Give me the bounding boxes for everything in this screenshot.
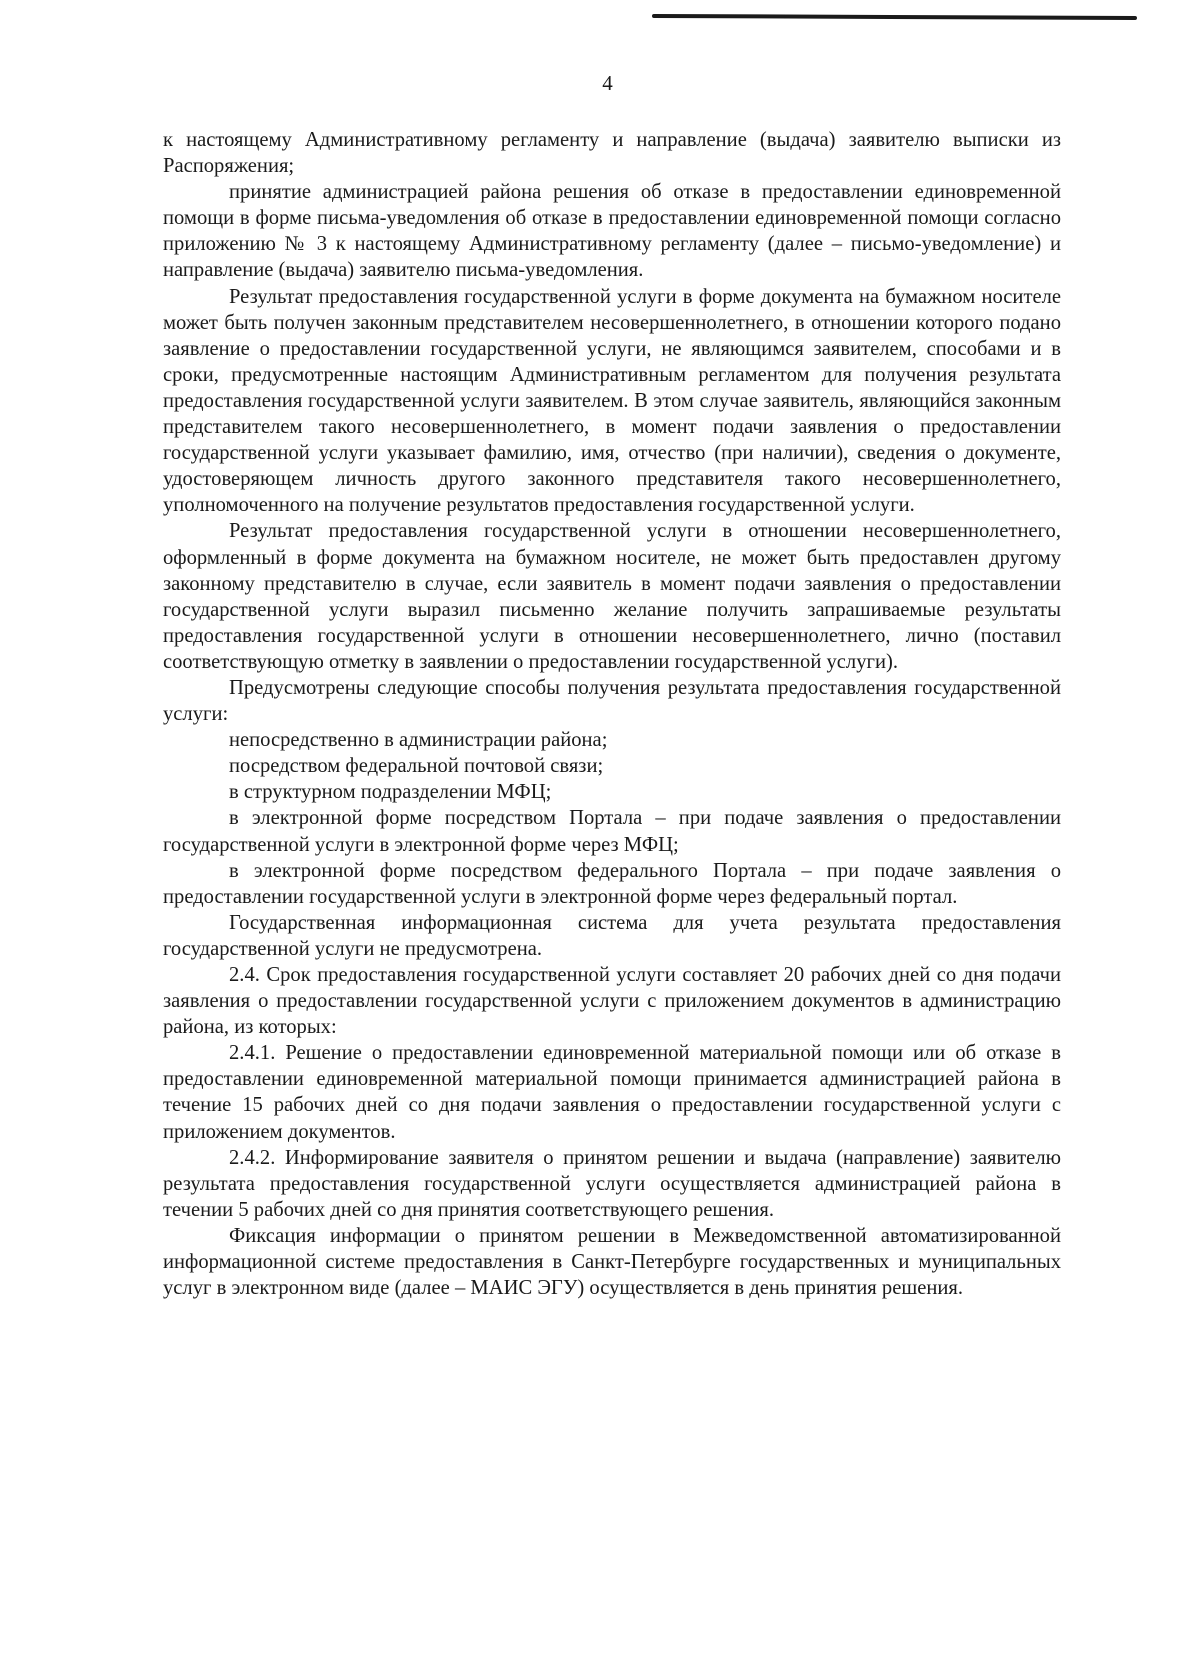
document-body — [163, 127, 1061, 1301]
scan-edge-line — [652, 14, 1137, 20]
section-2-4-1: 2.4.1. Решение о предоставлении единовременной материальной помощи или об отказе в предоставлении единовременной материальной помощи принимается администрацией района в течение 15 рабочих дней со дня подачи заявления о предоставлении государственной услуги с приложением документов. — [163, 1042, 1061, 1143]
list-item-portal: в электронной форме посредством Портала – при подаче заявления о предоставлении государственной услуги в электронной форме через МФЦ; — [163, 807, 1061, 856]
paragraph-methods-intro: Предусмотрены следующие способы получения результата предоставления государственной услуги: — [163, 676, 1061, 726]
paragraph-mais-egu: Фиксация информации о принятом решении в Межведомственной автоматизированной информационной системе предоставления в Санкт-Петербурге государственных и муниципальных услуг в электронном виде (далее – МАИС ЭГУ) осуществляется в день принятия решения. — [163, 1224, 1061, 1300]
list-item-mfc: в структурном подразделении МФЦ; — [229, 781, 552, 804]
list-item-federal-portal: в электронной форме посредством федерального Портала – при подаче заявления о предоставлении государственной услуги в электронной форме через федеральный портал. — [163, 859, 1061, 908]
paragraph-info-system: Государственная информационная система для учета результата предоставления государственной услуги не предусмотрена. — [163, 911, 1061, 960]
paragraph-legal-representative: Результат предоставления государственной услуги в форме документа на бумажном носителе может быть получен законным представителем несовершеннолетнего, в отношении которого подано заявление о предоставлении государственной услуги, не являющимся заявителем, способами и в сроки, предусмотренные настоящим Административным регламентом для получения результата предоставления государственной услуги заявителем. В этом случае заявитель, являющийся законным представителем такого несовершеннолетнего, в момент подачи заявления о предоставлении государственной услуги указывает фамилию, имя, отчество (при наличии), сведения о документе, удостоверяющем личность другого законного представителя такого несовершеннолетнего, уполномоченного на получение результатов предоставления государственной услуги. — [163, 285, 1061, 517]
page-number: 4 — [602, 71, 613, 95]
paragraph-continuation: к настоящему Административному регламенту и направление (выдача) заявителю выписки из Распоряжения; — [163, 129, 1061, 178]
section-2-4: 2.4. Срок предоставления государственной услуги составляет 20 рабочих дней со дня подачи заявления о предоставлении государственной услуги с приложением документов в администрацию района, из которых: — [163, 964, 1061, 1039]
section-2-4-2: 2.4.2. Информирование заявителя о принятом решении и выдача (направление) заявителю результата предоставления государственной услуги осуществляется администрацией района в течении 5 рабочих дней со дня принятия соответствующего решения. — [163, 1146, 1061, 1221]
paragraph-refusal-decision: принятие администрацией района решения об отказе в предоставлении единовременной помощи в форме письма-уведомления об отказе в предоставлении единовременной помощи согласно приложению № 3 к настоящему Административному регламенту (далее – письмо-уведомление) и направление (выдача) заявителю письма-уведомления. — [163, 181, 1061, 282]
list-item-postal: посредством федеральной почтовой связи; — [229, 755, 604, 778]
paragraph-result-restriction: Результат предоставления государственной услуги в отношении несовершеннолетнего, оформленный в форме документа на бумажном носителе, не может быть предоставлен другому законному представителю в случае, если заявитель в момент подачи заявления о предоставлении государственной услуги выразил письменно желание получить запрашиваемые результаты предоставления государственной услуги в отношении несовершеннолетнего, лично (поставил соответствующую отметку в заявлении о предоставлении государственной услуги). — [163, 520, 1061, 673]
list-item-administration: непосредственно в администрации района; — [229, 729, 608, 752]
